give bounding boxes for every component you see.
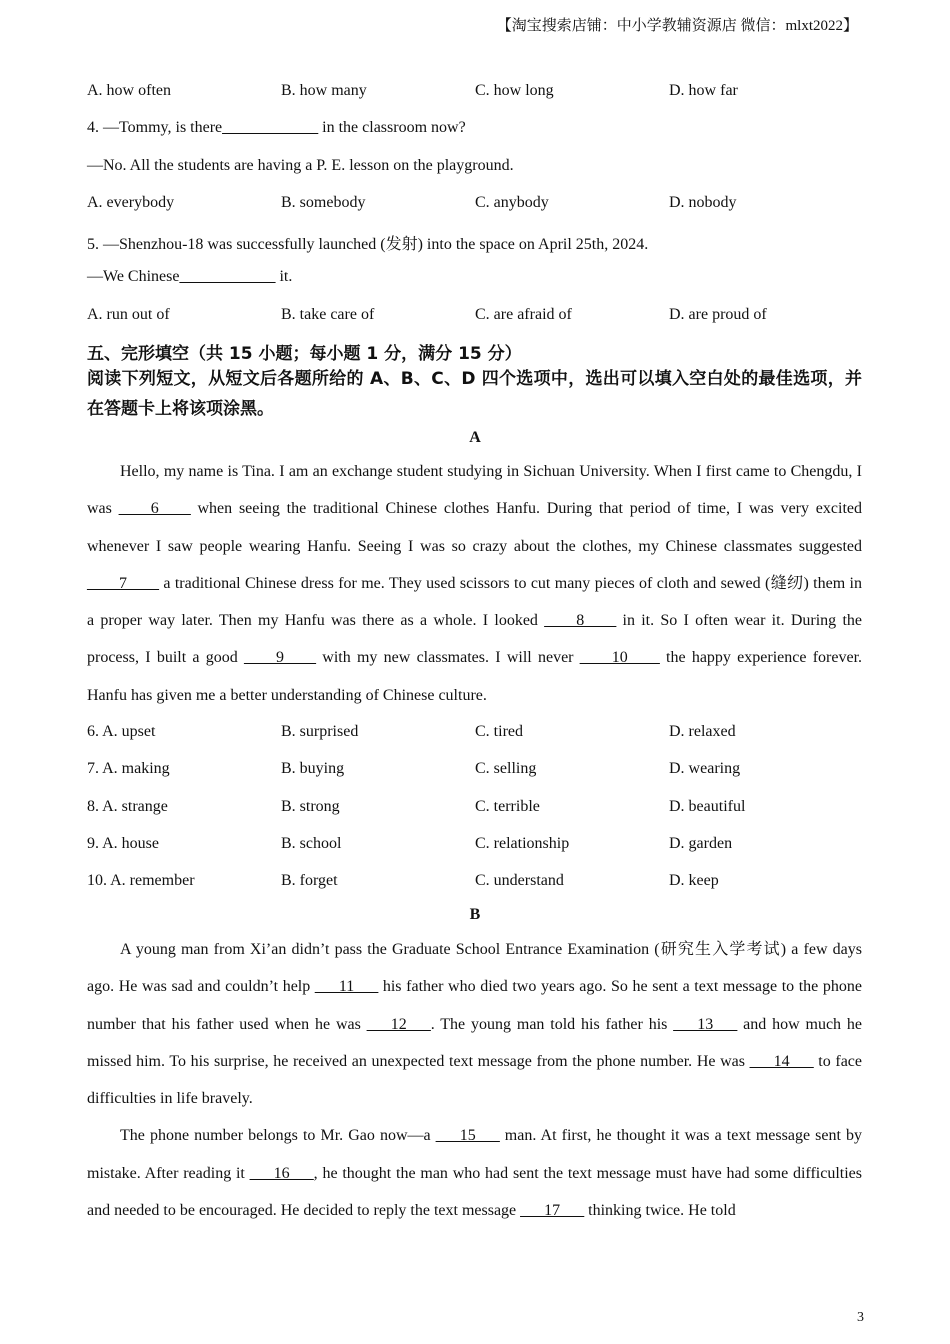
answer-blank: ___16___ [249,1164,314,1182]
passage-label-b: B [469,906,481,923]
option: C. terrible [475,798,540,815]
option: 8. A. strange [87,798,168,815]
question-8-options [87,798,867,816]
option: C. selling [475,760,537,777]
option: A. everybody [87,194,175,211]
option: C. tired [475,723,523,740]
question-6-options [87,723,867,741]
answer-blank: ___15___ [435,1127,500,1145]
section-title: 五、完形填空（共 15 小题；每小题 1 分，满分 15 分） [87,344,522,364]
answer-blank: ____10____ [579,649,660,667]
q5-reply: —We Chinese____________ it. [87,268,293,285]
q5-stem: 5. —Shenzhou-18 was successfully launched (发射) into the space on April 25th, 2024. [87,236,649,253]
answer-blank: ___12___ [366,1015,431,1033]
option: B. strong [281,798,340,815]
option: B. school [281,835,342,852]
option: D. how far [669,82,738,99]
option: D. wearing [669,760,741,777]
option: C. anybody [475,194,549,211]
section-instruction: 阅读下列短文，从短文后各题所给的 A、B、C、D 四个选项中，选出可以填入空白处的最佳选项，并在答题卡上将该项涂黑。 [87,369,862,419]
option: C. relationship [475,835,570,852]
option: B. somebody [281,194,366,211]
q4-options [87,194,867,212]
option: C. how long [475,82,554,99]
option: C. understand [475,872,564,889]
answer-blank: ____________ [222,119,319,136]
option: B. buying [281,760,345,777]
page-header: 【淘宝搜索店铺：中小学教辅资源店 微信：mlxt2022】 [496,18,858,34]
q4-stem: 4. —Tommy, is there____________ in the classroom now? [87,119,466,136]
q5-options [87,306,867,324]
option: 7. A. making [87,760,170,777]
question-7-options [87,760,867,778]
answer-blank: ___13___ [673,1015,738,1033]
answer-blank: ____________ [179,268,276,285]
option: B. take care of [281,306,375,323]
passage-b: A young man from Xi’an didn’t pass the Graduate School Entrance Examination (研究生入学考试) a few days ago. He was sad and couldn’t help ___11___ his father who died two years ago. So he sent a text message to the phone number that his father used when he was ___12___. The young man told his father his ___13___ and how much he missed him. To his surprise, he received an unexpected text message from the phone number. He was ___14___ to face difficulties in life bravely. The phone number belongs to Mr. Gao now—a ___15___ man. At first, he thought it was a text message sent by mistake. After reading it ___16___, he thought the man who had sent the text message must have had some difficulties and needed to be encouraged. He decided to reply the text message ___17___ thinking twice. He told [87,941,863,1220]
answer-blank: ____8____ [544,612,617,630]
answer-blank: ___17___ [520,1202,585,1220]
option: 9. A. house [87,835,159,852]
answer-blank: ____6____ [118,500,191,518]
option: 6. A. upset [87,723,156,740]
answer-blank: ___11___ [314,978,379,996]
passage-label-a: A [469,429,481,446]
q4-reply: —No. All the students are having a P. E. lesson on the playground. [87,157,514,174]
option: B. forget [281,872,338,889]
question-10-options [87,872,867,890]
answer-blank: ___14___ [749,1052,814,1070]
option: C. are afraid of [475,306,572,323]
option: B. how many [281,82,367,99]
option: 10. A. remember [87,872,195,889]
option: D. keep [669,872,719,889]
answer-blank: ____7____ [87,574,159,592]
option: D. are proud of [669,306,767,323]
option: A. run out of [87,306,170,323]
option: D. beautiful [669,798,746,815]
question-9-options [87,835,867,853]
option: D. relaxed [669,723,736,740]
option: D. garden [669,835,733,852]
option: D. nobody [669,194,737,211]
page-number: 3 [857,1310,864,1325]
option: A. how often [87,82,171,99]
answer-blank: ____9____ [244,649,317,667]
option: B. surprised [281,723,359,740]
q3-options [87,82,867,100]
passage-a: Hello, my name is Tina. I am an exchange student studying in Sichuan University. When I first came to Chengdu, I was ____6____ when seeing the traditional Chinese clothes Hanfu. During that period of time, I was very excited whenever I saw people wearing Hanfu. Seeing I was so crazy about the clothes, my Chinese classmates suggested ____7____ a traditional Chinese dress for me. They used scissors to cut many pieces of cloth and sewed (缝纫) them in a proper way later. Then my Hanfu was there as a whole. I looked ____8____ in it. So I often wear it. During the process, I built a good ____9____ with my new classmates. I will never ____10____ the happy experience forever. Hanfu has given me a better understanding of Chinese culture. [87,463,863,704]
